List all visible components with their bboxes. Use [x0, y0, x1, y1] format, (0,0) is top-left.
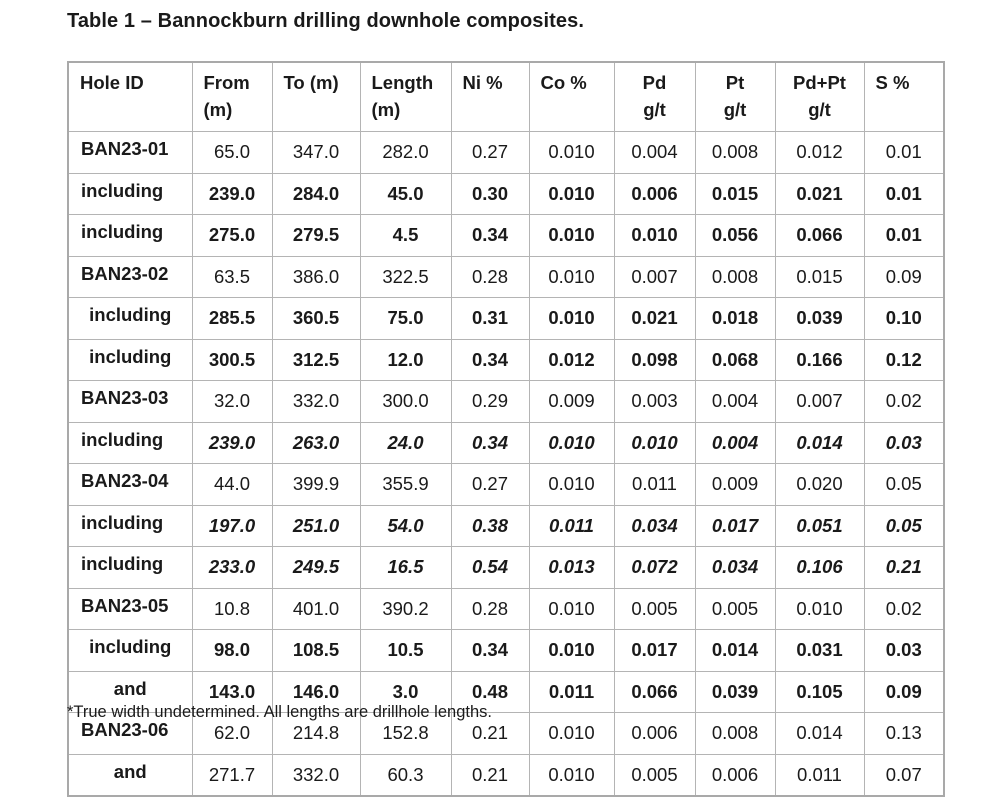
cell-to: 251.0 [272, 505, 360, 547]
cell-s: 0.05 [864, 505, 944, 547]
cell-hole-id: including [68, 215, 192, 257]
cell-ni: 0.27 [451, 464, 529, 506]
table-row [68, 754, 944, 796]
table-row [68, 381, 944, 423]
cell-length: 355.9 [360, 464, 451, 506]
cell-pd-pt: 0.066 [775, 215, 864, 257]
cell-length: 3.0 [360, 671, 451, 713]
cell-s: 0.09 [864, 256, 944, 298]
cell-pd-pt: 0.012 [775, 132, 864, 174]
cell-hole-id: BAN23-06 [68, 713, 192, 755]
cell-to: 279.5 [272, 215, 360, 257]
cell-length: 45.0 [360, 173, 451, 215]
cell-s: 0.01 [864, 173, 944, 215]
table-row [68, 256, 944, 298]
cell-ni: 0.48 [451, 671, 529, 713]
cell-ni: 0.34 [451, 339, 529, 381]
cell-from: 32.0 [192, 381, 272, 423]
cell-pt: 0.056 [695, 215, 775, 257]
header-row [68, 62, 944, 132]
cell-pd: 0.072 [614, 547, 695, 589]
cell-hole-id: BAN23-02 [68, 256, 192, 298]
cell-pd: 0.004 [614, 132, 695, 174]
cell-to: 284.0 [272, 173, 360, 215]
cell-from: 10.8 [192, 588, 272, 630]
cell-co: 0.010 [529, 713, 614, 755]
cell-from: 44.0 [192, 464, 272, 506]
cell-pd-pt: 0.039 [775, 298, 864, 340]
cell-to: 312.5 [272, 339, 360, 381]
cell-pd: 0.017 [614, 630, 695, 672]
cell-pd-pt: 0.106 [775, 547, 864, 589]
cell-co: 0.009 [529, 381, 614, 423]
cell-pt: 0.014 [695, 630, 775, 672]
cell-ni: 0.27 [451, 132, 529, 174]
col-co: Co % [529, 62, 614, 132]
cell-hole-id: and [68, 754, 192, 796]
cell-co: 0.010 [529, 215, 614, 257]
table-row [68, 630, 944, 672]
cell-length: 10.5 [360, 630, 451, 672]
cell-pt: 0.015 [695, 173, 775, 215]
cell-length: 12.0 [360, 339, 451, 381]
table-body [68, 132, 944, 797]
cell-hole-id: BAN23-04 [68, 464, 192, 506]
cell-hole-id: including [68, 298, 192, 340]
cell-pd: 0.021 [614, 298, 695, 340]
cell-to: 332.0 [272, 381, 360, 423]
cell-s: 0.12 [864, 339, 944, 381]
cell-hole-id: BAN23-05 [68, 588, 192, 630]
cell-pt: 0.018 [695, 298, 775, 340]
cell-pd: 0.003 [614, 381, 695, 423]
cell-co: 0.011 [529, 505, 614, 547]
cell-pt: 0.005 [695, 588, 775, 630]
col-pt: Pt g/t [695, 62, 775, 132]
cell-to: 386.0 [272, 256, 360, 298]
cell-from: 65.0 [192, 132, 272, 174]
table-row [68, 422, 944, 464]
cell-co: 0.010 [529, 298, 614, 340]
cell-hole-id: and [68, 671, 192, 713]
cell-co: 0.010 [529, 464, 614, 506]
col-length: Length (m) [360, 62, 451, 132]
cell-pt: 0.008 [695, 713, 775, 755]
cell-pt: 0.004 [695, 422, 775, 464]
cell-ni: 0.29 [451, 381, 529, 423]
cell-length: 54.0 [360, 505, 451, 547]
table-row [68, 547, 944, 589]
col-ni: Ni % [451, 62, 529, 132]
cell-co: 0.010 [529, 132, 614, 174]
table-row [68, 588, 944, 630]
cell-co: 0.010 [529, 422, 614, 464]
col-to: To (m) [272, 62, 360, 132]
cell-length: 282.0 [360, 132, 451, 174]
cell-pd: 0.034 [614, 505, 695, 547]
cell-pd-pt: 0.105 [775, 671, 864, 713]
cell-pd: 0.010 [614, 422, 695, 464]
cell-pd-pt: 0.014 [775, 422, 864, 464]
cell-ni: 0.34 [451, 215, 529, 257]
cell-from: 197.0 [192, 505, 272, 547]
cell-from: 285.5 [192, 298, 272, 340]
composites-table [67, 61, 945, 797]
cell-to: 347.0 [272, 132, 360, 174]
cell-pt: 0.034 [695, 547, 775, 589]
cell-length: 75.0 [360, 298, 451, 340]
cell-co: 0.010 [529, 754, 614, 796]
cell-pt: 0.008 [695, 256, 775, 298]
cell-pt: 0.006 [695, 754, 775, 796]
cell-from: 275.0 [192, 215, 272, 257]
cell-to: 263.0 [272, 422, 360, 464]
footnote: *True width undetermined. All lengths are drillhole lengths. [67, 703, 492, 721]
cell-pt: 0.009 [695, 464, 775, 506]
cell-co: 0.012 [529, 339, 614, 381]
cell-pt: 0.008 [695, 132, 775, 174]
cell-pd: 0.007 [614, 256, 695, 298]
cell-s: 0.01 [864, 132, 944, 174]
cell-s: 0.03 [864, 422, 944, 464]
cell-pd: 0.006 [614, 173, 695, 215]
cell-from: 233.0 [192, 547, 272, 589]
cell-hole-id: BAN23-01 [68, 132, 192, 174]
cell-from: 239.0 [192, 173, 272, 215]
cell-s: 0.13 [864, 713, 944, 755]
cell-pd-pt: 0.051 [775, 505, 864, 547]
cell-from: 98.0 [192, 630, 272, 672]
cell-co: 0.013 [529, 547, 614, 589]
cell-to: 399.9 [272, 464, 360, 506]
cell-ni: 0.38 [451, 505, 529, 547]
cell-pd-pt: 0.020 [775, 464, 864, 506]
cell-length: 300.0 [360, 381, 451, 423]
cell-pt: 0.004 [695, 381, 775, 423]
cell-pt: 0.068 [695, 339, 775, 381]
table-row [68, 464, 944, 506]
cell-pd-pt: 0.014 [775, 713, 864, 755]
cell-length: 390.2 [360, 588, 451, 630]
table-row [68, 173, 944, 215]
cell-to: 146.0 [272, 671, 360, 713]
cell-to: 401.0 [272, 588, 360, 630]
cell-pd: 0.005 [614, 754, 695, 796]
cell-ni: 0.31 [451, 298, 529, 340]
cell-length: 322.5 [360, 256, 451, 298]
cell-from: 143.0 [192, 671, 272, 713]
cell-from: 300.5 [192, 339, 272, 381]
table-row [68, 215, 944, 257]
cell-ni: 0.54 [451, 547, 529, 589]
cell-hole-id: including [68, 547, 192, 589]
cell-to: 360.5 [272, 298, 360, 340]
cell-s: 0.02 [864, 381, 944, 423]
cell-pt: 0.039 [695, 671, 775, 713]
cell-s: 0.07 [864, 754, 944, 796]
cell-length: 4.5 [360, 215, 451, 257]
table-row [68, 505, 944, 547]
cell-s: 0.21 [864, 547, 944, 589]
cell-pd-pt: 0.015 [775, 256, 864, 298]
cell-to: 214.8 [272, 713, 360, 755]
cell-co: 0.010 [529, 588, 614, 630]
cell-to: 332.0 [272, 754, 360, 796]
cell-from: 239.0 [192, 422, 272, 464]
cell-hole-id: including [68, 630, 192, 672]
col-hole-id: Hole ID [68, 62, 192, 132]
cell-length: 152.8 [360, 713, 451, 755]
cell-hole-id: including [68, 422, 192, 464]
cell-pd-pt: 0.166 [775, 339, 864, 381]
cell-hole-id: including [68, 173, 192, 215]
cell-co: 0.010 [529, 256, 614, 298]
cell-co: 0.010 [529, 630, 614, 672]
cell-ni: 0.30 [451, 173, 529, 215]
cell-ni: 0.28 [451, 256, 529, 298]
cell-s: 0.05 [864, 464, 944, 506]
cell-co: 0.011 [529, 671, 614, 713]
table-row [68, 298, 944, 340]
cell-pt: 0.017 [695, 505, 775, 547]
cell-s: 0.03 [864, 630, 944, 672]
cell-pd: 0.011 [614, 464, 695, 506]
cell-pd-pt: 0.021 [775, 173, 864, 215]
col-s: S % [864, 62, 944, 132]
col-pd: Pd g/t [614, 62, 695, 132]
cell-pd-pt: 0.011 [775, 754, 864, 796]
cell-to: 108.5 [272, 630, 360, 672]
cell-hole-id: including [68, 339, 192, 381]
cell-ni: 0.34 [451, 422, 529, 464]
cell-s: 0.10 [864, 298, 944, 340]
cell-pd-pt: 0.010 [775, 588, 864, 630]
cell-s: 0.01 [864, 215, 944, 257]
cell-pd: 0.005 [614, 588, 695, 630]
cell-co: 0.010 [529, 173, 614, 215]
cell-ni: 0.28 [451, 588, 529, 630]
cell-ni: 0.21 [451, 713, 529, 755]
cell-ni: 0.34 [451, 630, 529, 672]
cell-ni: 0.21 [451, 754, 529, 796]
cell-pd-pt: 0.031 [775, 630, 864, 672]
cell-to: 249.5 [272, 547, 360, 589]
cell-length: 60.3 [360, 754, 451, 796]
cell-pd: 0.066 [614, 671, 695, 713]
cell-s: 0.09 [864, 671, 944, 713]
table-title: Table 1 – Bannockburn drilling downhole composites. [67, 10, 585, 32]
table-row [68, 339, 944, 381]
cell-pd: 0.098 [614, 339, 695, 381]
cell-pd: 0.006 [614, 713, 695, 755]
table-row [68, 132, 944, 174]
cell-hole-id: BAN23-03 [68, 381, 192, 423]
cell-pd: 0.010 [614, 215, 695, 257]
cell-hole-id: including [68, 505, 192, 547]
cell-length: 16.5 [360, 547, 451, 589]
cell-s: 0.02 [864, 588, 944, 630]
cell-from: 62.0 [192, 713, 272, 755]
col-pd-pt: Pd+Pt g/t [775, 62, 864, 132]
cell-length: 24.0 [360, 422, 451, 464]
cell-from: 63.5 [192, 256, 272, 298]
col-from: From (m) [192, 62, 272, 132]
cell-from: 271.7 [192, 754, 272, 796]
cell-pd-pt: 0.007 [775, 381, 864, 423]
